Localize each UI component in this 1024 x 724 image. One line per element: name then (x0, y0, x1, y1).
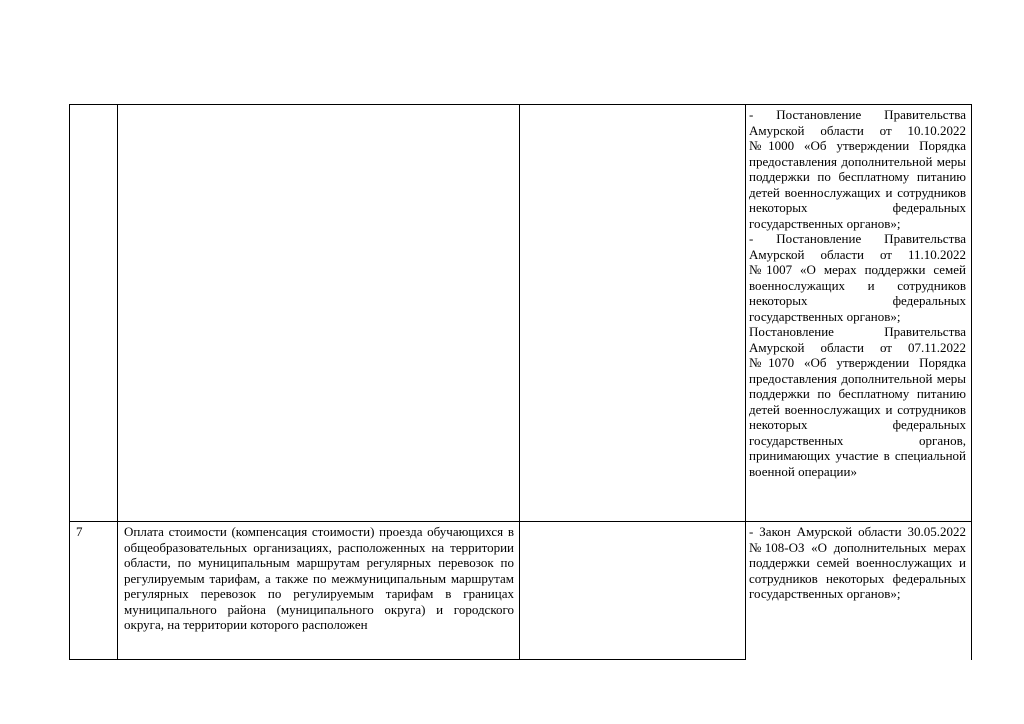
table-left-border (69, 104, 70, 660)
column-divider-3 (745, 104, 746, 660)
row-separator (69, 521, 972, 522)
measure-description: Оплата стоимости (компенсация стоимости) проезда обучающихся в общеобразовательных организациях, расположенных на территории области, по муниципальным маршрутам регулярных перевозок по регулируемым тарифам, а также по межмуниципальным маршрутам регулярных перевозок по регулируемым тарифам в границах муниципального района (муниципального округа) и городского округа, на территории которого расположен (124, 524, 514, 632)
column-divider-2 (519, 104, 520, 660)
legal-acts-cell-continuation (749, 107, 966, 479)
legal-act-item: Постановление Правительства Амурской области от 07.11.2022 №1070 «Об утверждении Порядка предоставления дополнительной меры поддержки по бесплатному питанию детей военнослужащих и сотрудников некоторых федеральных государственных органов, принимающих участие в специальной военной операции» (749, 324, 966, 479)
table-top-border (69, 104, 972, 105)
legal-acts-cell-row-7 (749, 524, 966, 602)
legal-act-item: - Закон Амурской области 30.05.2022 №108-ОЗ «О дополнительных мерах поддержки семей военнослужащих и сотрудников некоторых федеральных государственных органов»; (749, 524, 966, 601)
column-divider-1 (117, 104, 118, 660)
table-right-border (971, 104, 972, 660)
legal-act-item: - Постановление Правительства Амурской области от 11.10.2022 №1007 «О мерах поддержки семей военнослужащих и сотрудников некоторых федеральных государственных органов»; (749, 231, 966, 324)
legal-act-item: - Постановление Правительства Амурской области от 10.10.2022 №1000 «Об утверждении Порядка предоставления дополнительной меры поддержки по бесплатному питанию детей военнослужащих и сотрудников некоторых федеральных государственных органов»; (749, 107, 966, 231)
measure-description-cell (124, 524, 514, 658)
table-bottom-border-left (69, 659, 745, 660)
row-number: 7 (76, 524, 83, 539)
